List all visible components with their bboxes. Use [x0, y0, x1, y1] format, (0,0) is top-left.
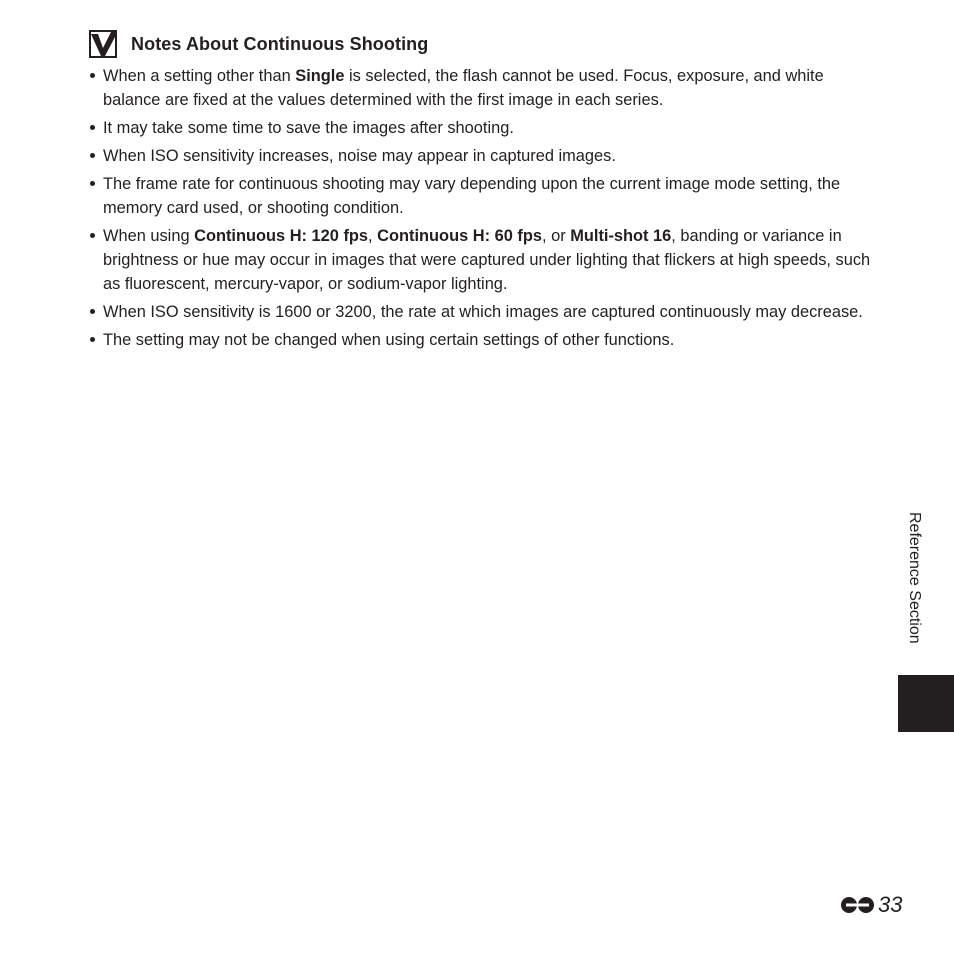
section-tab: [898, 675, 954, 732]
side-section-label: Reference Section: [906, 512, 923, 644]
note-header: [89, 30, 428, 58]
check-note-icon: [89, 30, 117, 58]
list-item: When ISO sensitivity increases, noise may appear in captured images.: [103, 144, 873, 168]
page-number-text: 33: [878, 892, 903, 917]
note-title: Notes About Continuous Shooting: [131, 33, 429, 54]
list-item: When ISO sensitivity is 1600 or 3200, the rate at which images are captured continuously may decrease.: [103, 300, 873, 324]
reference-section-icon: [840, 894, 878, 916]
list-item: When a setting other than Single is selected, the flash cannot be used. Focus, exposure, and white balance are fixed at the values determined with the first image in each series.: [103, 64, 873, 112]
list-item: When using Continuous H: 120 fps, Continuous H: 60 fps, or Multi-shot 16, banding or variance in brightness or hue may occur in images that were captured under lighting that flickers at high speeds, such as fluorescent, mercury-vapor, or sodium-vapor lighting.: [103, 224, 873, 296]
list-item: The setting may not be changed when using certain settings of other functions.: [103, 328, 873, 352]
list-item: The frame rate for continuous shooting may vary depending upon the current image mode setting, the memory card used, or shooting condition.: [103, 172, 873, 220]
list-item: It may take some time to save the images after shooting.: [103, 116, 873, 140]
page-number: [840, 892, 902, 918]
notes-list: [103, 64, 873, 356]
